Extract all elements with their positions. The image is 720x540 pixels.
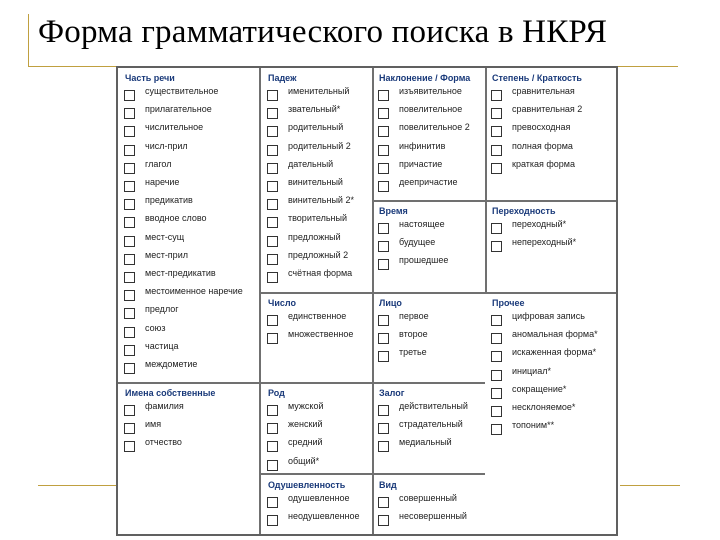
checkbox-label: мест-прил [145, 249, 188, 260]
checkbox[interactable] [267, 163, 278, 174]
checkbox[interactable] [378, 108, 389, 119]
row-divider [118, 382, 259, 384]
row-divider [259, 382, 485, 384]
checkbox[interactable] [124, 423, 135, 434]
page-title: Форма грамматического поиска в НКРЯ [38, 14, 608, 50]
checkbox-label: медиальный [399, 437, 452, 448]
checkbox[interactable] [267, 497, 278, 508]
checkbox[interactable] [491, 406, 502, 417]
section-heading-chast-rechi: Часть речи [125, 73, 175, 83]
checkbox-label: переходный* [512, 219, 567, 229]
checkbox[interactable] [267, 217, 278, 228]
checkbox[interactable] [378, 497, 389, 508]
checkbox-label: аномальная форма* [512, 329, 598, 340]
section-heading-imena: Имена собственные [125, 388, 216, 398]
row-divider [259, 473, 485, 475]
checkbox-label: женский [288, 419, 323, 430]
checkbox-label: третье [399, 347, 427, 358]
checkbox-label: глагол [145, 158, 172, 169]
checkbox-label: второе [399, 329, 428, 340]
checkbox[interactable] [491, 370, 502, 381]
checkbox-label: цифровая запись [512, 311, 585, 321]
checkbox[interactable] [378, 163, 389, 174]
checkbox[interactable] [267, 315, 278, 326]
checkbox-label: мужской [288, 401, 324, 411]
checkbox[interactable] [491, 223, 502, 234]
checkbox-label: превосходная [512, 122, 571, 133]
checkbox-label: дательный [288, 158, 334, 169]
checkbox-label: мест-предикатив [145, 268, 216, 278]
checkbox-label: настоящее [399, 219, 445, 229]
checkbox[interactable] [378, 333, 389, 344]
checkbox-label: творительный [288, 213, 347, 224]
checkbox[interactable] [124, 217, 135, 228]
checkbox[interactable] [124, 290, 135, 301]
section-heading-vid: Вид [379, 480, 397, 490]
checkbox[interactable] [124, 272, 135, 283]
footer-line-left [38, 485, 116, 486]
checkbox[interactable] [267, 405, 278, 416]
checkbox-label: множественное [288, 329, 354, 340]
checkbox-label: предложный 2 [288, 249, 349, 260]
checkbox[interactable] [124, 126, 135, 137]
checkbox-label: мест-сущ [145, 231, 185, 242]
checkbox-label: прилагательное [145, 104, 212, 115]
checkbox[interactable] [378, 441, 389, 452]
checkbox[interactable] [378, 223, 389, 234]
column-divider [485, 68, 487, 293]
title-accent-line [28, 14, 29, 66]
section-heading-chislo: Число [268, 298, 296, 308]
checkbox-label: топоним** [512, 420, 555, 431]
section-heading-zalog: Залог [379, 388, 405, 398]
checkbox[interactable] [267, 90, 278, 101]
checkbox-label: причастие [399, 158, 443, 169]
checkbox[interactable] [124, 181, 135, 192]
checkbox[interactable] [267, 272, 278, 283]
checkbox-label: инфинитив [399, 140, 446, 151]
checkbox-label: именительный [288, 86, 350, 96]
checkbox-label: средний [288, 437, 323, 448]
section-heading-litso: Лицо [379, 298, 402, 308]
checkbox[interactable] [378, 405, 389, 416]
checkbox-label: числительное [145, 122, 204, 133]
row-divider [259, 292, 616, 294]
checkbox[interactable] [124, 254, 135, 265]
checkbox-label: частица [145, 340, 179, 351]
checkbox-label: непереходный* [512, 237, 577, 248]
checkbox[interactable] [491, 241, 502, 252]
checkbox-label: прошедшее [399, 255, 449, 266]
checkbox[interactable] [491, 333, 502, 344]
checkbox-label: отчество [145, 437, 182, 448]
checkbox[interactable] [491, 108, 502, 119]
checkbox-label: фамилия [145, 401, 184, 411]
checkbox[interactable] [491, 90, 502, 101]
checkbox[interactable] [378, 315, 389, 326]
checkbox[interactable] [267, 181, 278, 192]
checkbox-label: вводное слово [145, 213, 207, 224]
checkbox-label: искаженная форма* [512, 347, 597, 358]
checkbox-label: родительный [288, 122, 344, 133]
checkbox[interactable] [378, 515, 389, 526]
checkbox[interactable] [267, 460, 278, 471]
checkbox[interactable] [378, 423, 389, 434]
checkbox[interactable] [491, 424, 502, 435]
checkbox-label: сокращение* [512, 383, 567, 394]
checkbox-label: винительный [288, 177, 343, 187]
section-heading-naklonenie: Наклонение / Форма [379, 73, 471, 83]
checkbox[interactable] [124, 108, 135, 119]
checkbox[interactable] [267, 515, 278, 526]
checkbox[interactable] [267, 333, 278, 344]
checkbox-label: первое [399, 311, 429, 321]
section-heading-odush: Одушевленность [268, 480, 346, 490]
checkbox[interactable] [124, 308, 135, 319]
checkbox-label: полная форма [512, 140, 573, 151]
checkbox-label: счётная форма [288, 268, 353, 278]
checkbox-label: будущее [399, 237, 436, 248]
checkbox[interactable] [378, 90, 389, 101]
checkbox-label: предлог [145, 304, 179, 315]
checkbox-label: сравнительная [512, 86, 575, 96]
section-heading-prochee: Прочее [492, 298, 525, 308]
checkbox-label: звательный* [288, 104, 341, 115]
checkbox-label: совершенный [399, 493, 457, 503]
checkbox-label: предикатив [145, 195, 193, 206]
checkbox[interactable] [124, 345, 135, 356]
checkbox-label: междометие [145, 359, 198, 369]
checkbox-label: повелительное [399, 104, 463, 115]
checkbox-label: имя [145, 419, 162, 430]
checkbox[interactable] [267, 145, 278, 156]
checkbox-label: неодушевленное [288, 511, 360, 522]
checkbox[interactable] [267, 254, 278, 265]
checkbox-label: общий* [288, 455, 320, 466]
section-heading-vremya: Время [379, 206, 408, 216]
checkbox-label: несклоняемое* [512, 402, 576, 412]
checkbox[interactable] [267, 441, 278, 452]
section-heading-stepen: Степень / Краткость [492, 73, 582, 83]
checkbox-label: местоименное наречие [145, 286, 243, 297]
checkbox-label: краткая форма [512, 158, 575, 169]
checkbox-label: предложный [288, 231, 341, 242]
checkbox-label: винительный 2* [288, 195, 354, 206]
checkbox[interactable] [124, 145, 135, 156]
checkbox-label: наречие [145, 177, 180, 187]
checkbox[interactable] [267, 423, 278, 434]
checkbox-label: родительный 2 [288, 140, 351, 151]
checkbox-label: изъявительное [399, 86, 462, 96]
checkbox[interactable] [491, 126, 502, 137]
checkbox[interactable] [124, 199, 135, 210]
checkbox[interactable] [267, 199, 278, 210]
checkbox[interactable] [491, 163, 502, 174]
checkbox[interactable] [124, 441, 135, 452]
checkbox-label: действительный [399, 401, 468, 411]
checkbox[interactable] [124, 363, 135, 374]
checkbox[interactable] [491, 315, 502, 326]
checkbox-label: несовершенный [399, 511, 467, 522]
checkbox[interactable] [378, 145, 389, 156]
checkbox-label: сравнительная 2 [512, 104, 583, 115]
checkbox-label: единственное [288, 311, 347, 321]
grammar-search-form [116, 66, 618, 536]
checkbox-label: числ-прил [145, 140, 188, 151]
checkbox-label: союз [145, 322, 166, 333]
section-heading-padezh: Падеж [268, 73, 297, 83]
checkbox[interactable] [124, 327, 135, 338]
checkbox[interactable] [378, 351, 389, 362]
checkbox-label: существительное [145, 86, 219, 96]
checkbox[interactable] [491, 351, 502, 362]
checkbox[interactable] [378, 126, 389, 137]
row-divider [372, 200, 485, 202]
checkbox-label: страдательный [399, 419, 463, 430]
checkbox[interactable] [267, 108, 278, 119]
checkbox[interactable] [378, 181, 389, 192]
checkbox[interactable] [491, 145, 502, 156]
checkbox[interactable] [124, 163, 135, 174]
checkbox[interactable] [267, 126, 278, 137]
checkbox[interactable] [267, 236, 278, 247]
checkbox[interactable] [124, 236, 135, 247]
row-divider [485, 200, 616, 202]
checkbox[interactable] [378, 259, 389, 270]
checkbox-label: деепричастие [399, 177, 458, 187]
checkbox[interactable] [124, 405, 135, 416]
section-heading-rod: Род [268, 388, 285, 398]
checkbox-label: инициал* [512, 365, 551, 376]
column-divider [372, 68, 374, 534]
checkbox[interactable] [124, 90, 135, 101]
checkbox[interactable] [491, 388, 502, 399]
column-divider [259, 68, 261, 534]
footer-line-right [620, 485, 680, 486]
checkbox-label: повелительное 2 [399, 122, 470, 133]
section-heading-perehodnost: Переходность [492, 206, 556, 216]
checkbox[interactable] [378, 241, 389, 252]
checkbox-label: одушевленное [288, 493, 350, 503]
